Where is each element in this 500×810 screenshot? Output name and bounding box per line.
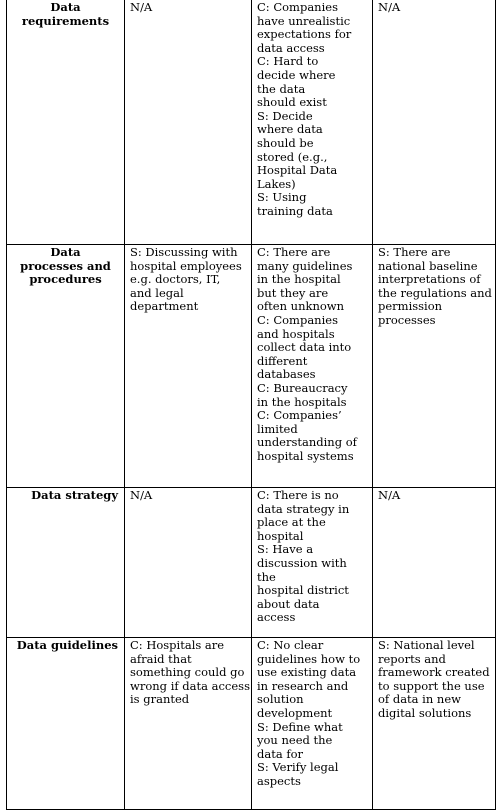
table-cell	[252, 488, 373, 638]
row-heading-line: Data strategy	[31, 488, 118, 502]
table-cell	[252, 245, 373, 488]
cell-line: C: There is no	[257, 488, 339, 502]
row-heading	[7, 488, 125, 638]
cell-line: something could go	[130, 665, 245, 680]
cell-line: S: Using	[257, 190, 307, 205]
cell-line: and legal	[130, 285, 184, 300]
cell-line: use existing data	[257, 665, 357, 680]
cell-line: Lakes)	[257, 176, 296, 191]
cell-line: S: There are	[378, 245, 451, 259]
cell-line: should exist	[257, 95, 327, 110]
cell-line: the regulations and	[378, 285, 492, 300]
table-cell	[373, 638, 496, 810]
findings-table	[6, 0, 496, 810]
cell-line: permission	[378, 299, 443, 314]
cell-line: collect data into	[257, 340, 352, 355]
cell-line: framework created	[378, 665, 490, 680]
row-heading-line: procedures	[29, 272, 102, 287]
cell-line: solution	[257, 692, 304, 707]
row-heading-line: Data	[50, 0, 81, 14]
table-cell	[373, 488, 496, 638]
table-cell	[125, 638, 252, 810]
cell-line: in the hospitals	[257, 394, 347, 409]
cell-line: national baseline	[378, 258, 478, 273]
table-row	[7, 638, 496, 810]
cell-line: hospital	[257, 528, 304, 543]
cell-line: data for	[257, 746, 304, 761]
cell-line: you need the	[257, 733, 333, 748]
table-cell	[125, 245, 252, 488]
cell-line: S: Decide	[257, 108, 313, 123]
cell-line: and hospitals	[257, 326, 335, 341]
cell-line: processes	[378, 312, 436, 327]
cell-line: hospital systems	[257, 448, 354, 463]
cell-line: many guidelines	[257, 258, 353, 273]
cell-line: N/A	[378, 488, 401, 502]
cell-line: discussion with	[257, 555, 347, 570]
cell-line: limited	[257, 421, 298, 436]
cell-line: C: No clear	[257, 638, 324, 652]
cell-line: C: Hospitals are	[130, 638, 225, 652]
cell-line: S: National level	[378, 638, 475, 652]
cell-line: development	[257, 705, 333, 720]
table-cell	[125, 488, 252, 638]
cell-line: understanding of	[257, 435, 357, 450]
cell-line: in research and	[257, 678, 349, 693]
cell-line: Hospital Data	[257, 163, 338, 178]
table-cell	[252, 638, 373, 810]
cell-line: S: Have a	[257, 542, 314, 557]
cell-line: C: Companies’	[257, 408, 342, 423]
cell-line: C: Bureaucracy	[257, 380, 348, 395]
cell-line: C: Hard to	[257, 54, 319, 69]
cell-line: have unrealistic	[257, 13, 351, 28]
cell-line: C: There are	[257, 245, 331, 259]
cell-line: about data	[257, 596, 320, 611]
cell-line: S: Verify legal	[257, 760, 339, 775]
cell-line: wrong if data access	[130, 678, 250, 693]
cell-line: afraid that	[130, 651, 192, 666]
cell-line: N/A	[378, 0, 401, 14]
cell-line: C: Companies	[257, 312, 338, 327]
cell-line: to support the use	[378, 678, 485, 693]
cell-line: department	[130, 299, 199, 314]
row-heading	[7, 245, 125, 488]
cell-line: C: Companies	[257, 0, 338, 14]
table-row	[7, 0, 496, 245]
row-heading-line: requirements	[21, 13, 110, 28]
table-cell	[373, 245, 496, 488]
cell-line: training data	[257, 203, 333, 218]
cell-line: data strategy in	[257, 501, 350, 516]
cell-line: different	[257, 353, 308, 368]
table-row	[7, 488, 496, 638]
cell-line: stored (e.g.,	[257, 149, 328, 164]
cell-line: N/A	[130, 0, 153, 14]
cell-line: digital solutions	[378, 705, 472, 720]
row-heading	[7, 638, 125, 810]
row-heading-line: Data guidelines	[16, 638, 118, 652]
cell-line: place at the	[257, 515, 326, 530]
cell-line: databases	[257, 367, 316, 382]
cell-line: N/A	[130, 488, 153, 502]
cell-line: the data	[257, 81, 306, 96]
cell-line: guidelines how to	[257, 651, 361, 666]
cell-line: in the hospital	[257, 272, 341, 287]
cell-line: S: Discussing with	[130, 245, 238, 259]
cell-line: the	[257, 569, 276, 584]
cell-line: decide where	[257, 67, 336, 82]
cell-line: hospital district	[257, 583, 349, 598]
cell-line: is granted	[130, 692, 190, 707]
cell-line: access	[257, 610, 296, 625]
table-cell	[125, 0, 252, 245]
cell-line: hospital employees	[130, 258, 242, 273]
cell-line: reports and	[378, 651, 446, 666]
cell-line: interpretations of	[378, 272, 481, 287]
row-heading-line: Data	[50, 245, 81, 259]
cell-line: S: Define what	[257, 719, 343, 734]
table-cell	[252, 0, 373, 245]
cell-line: where data	[257, 122, 323, 137]
cell-line: data access	[257, 40, 325, 55]
cell-line: should be	[257, 135, 314, 150]
cell-line: but they are	[257, 285, 329, 300]
row-heading	[7, 0, 125, 245]
table-row	[7, 245, 496, 488]
cell-line: often unknown	[257, 299, 345, 314]
table-cell	[373, 0, 496, 245]
cell-line: aspects	[257, 773, 301, 788]
cell-line: expectations for	[257, 27, 352, 42]
row-heading-line: processes and	[20, 258, 111, 273]
cell-line: of data in new	[378, 692, 461, 707]
cell-line: e.g. doctors, IT,	[130, 272, 221, 287]
